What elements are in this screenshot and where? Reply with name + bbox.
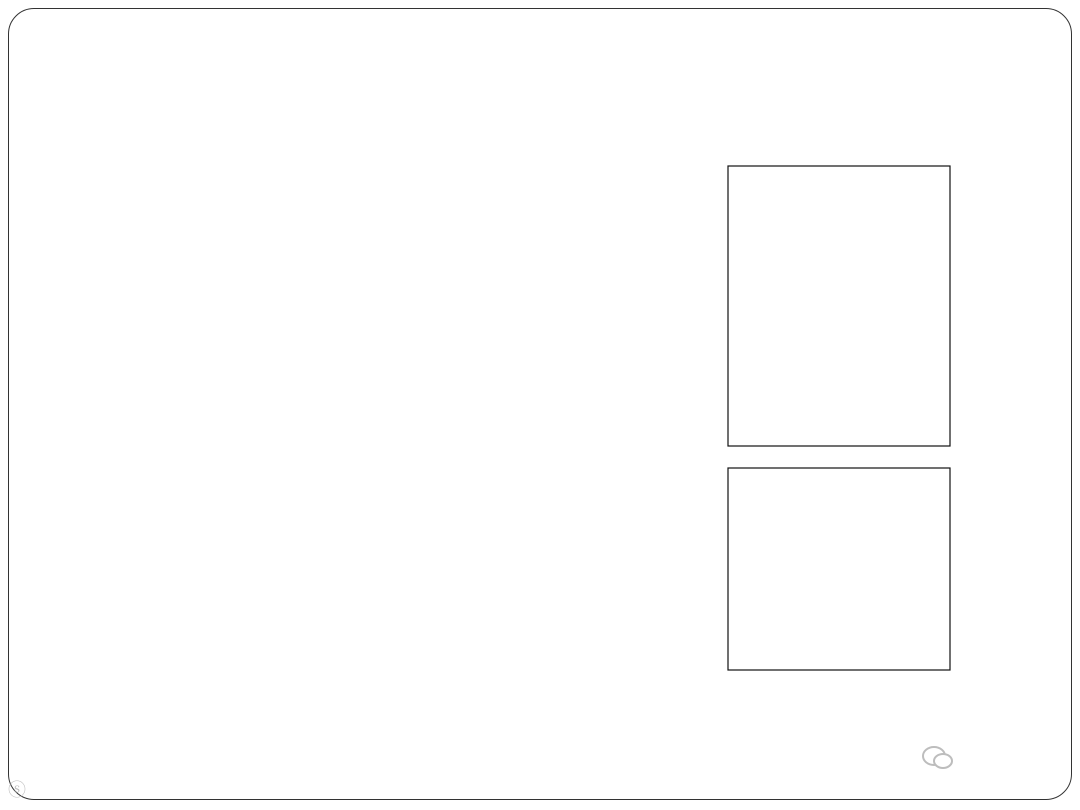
- bottom-chart-frame: [728, 468, 950, 670]
- watermark-right: [922, 744, 962, 772]
- figure: [640, 160, 960, 700]
- watermark-left: [8, 776, 26, 802]
- wechat-icon: [922, 744, 954, 772]
- bottom-chart: [728, 468, 950, 670]
- top-chart: [728, 166, 950, 446]
- watermark-left-icon: ⓢ: [8, 780, 26, 800]
- top-chart-frame: [728, 166, 950, 446]
